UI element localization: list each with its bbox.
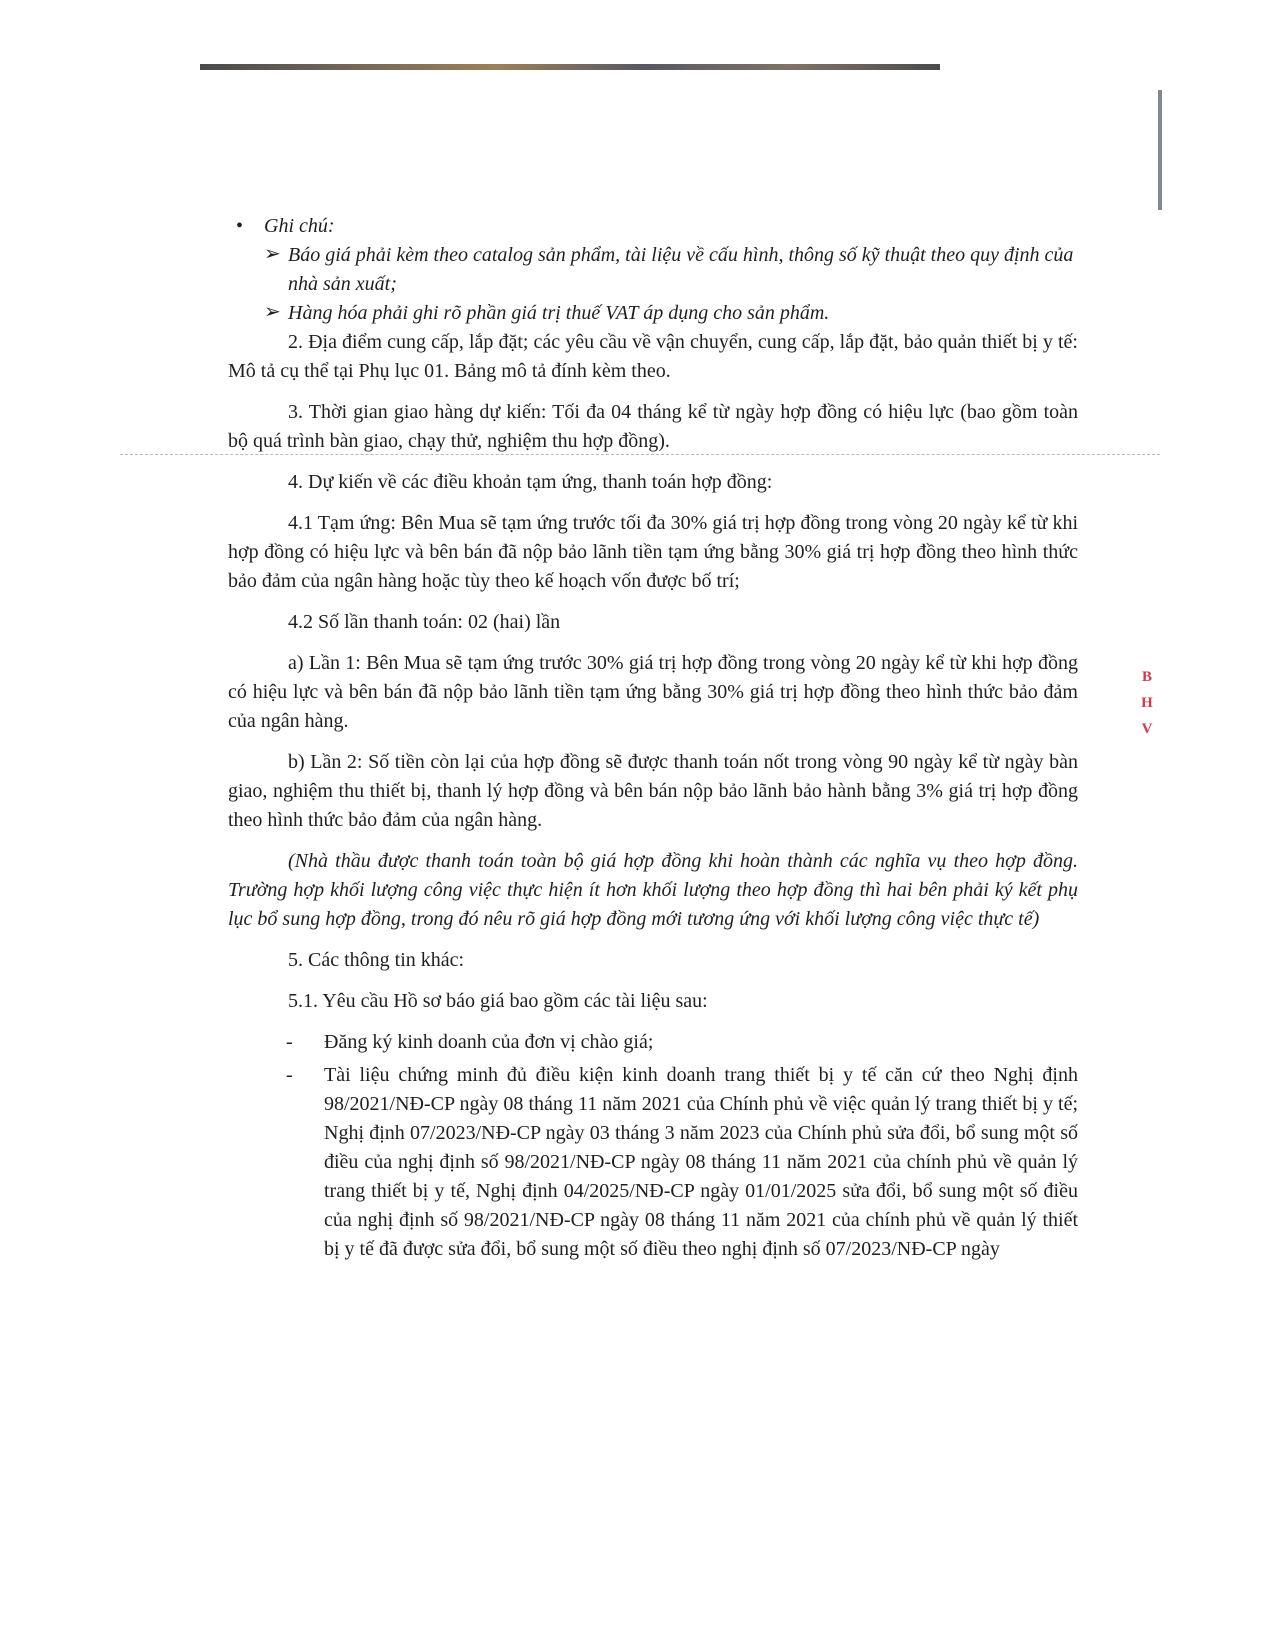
note-item-text: Hàng hóa phải ghi rõ phần giá trị thuế VAT áp dụng cho sản phẩm. — [288, 302, 830, 324]
list-item — [228, 1061, 1078, 1264]
bullet-icon: • — [236, 215, 244, 237]
section-4-1: 4.1 Tạm ứng: Bên Mua sẽ tạm ứng trước tối đa 30% giá trị hợp đồng trong vòng 20 ngày kể từ khi hợp đồng có hiệu lực và bên bán đã nộp bảo lãnh tiền tạm ứng bằng 30% giá trị hợp đồng theo hình thức bảo đảm của ngân hàng hoặc tùy theo kế hoạch vốn được bố trí; — [228, 512, 1078, 592]
note-item-text: Báo giá phải kèm theo catalog sản phẩm, tài liệu về cấu hình, thông số kỹ thuật theo quy định của nhà sản xuất; — [288, 244, 1074, 295]
note-item — [228, 241, 1078, 299]
section-4-heading: 4. Dự kiến về các điều khoản tạm ứng, thanh toán hợp đồng: — [288, 471, 773, 493]
note-item — [228, 299, 1078, 328]
stamp-fragment — [1132, 664, 1162, 742]
arrow-icon: ➢ — [264, 301, 281, 323]
scan-edge-top — [200, 64, 940, 70]
stamp-letter: B — [1141, 669, 1152, 685]
note-heading — [228, 212, 1078, 241]
list-item — [228, 1028, 1078, 1057]
stamp-letter: V — [1141, 721, 1153, 737]
payment-a: a) Lần 1: Bên Mua sẽ tạm ứng trước 30% giá trị hợp đồng trong vòng 20 ngày kể từ khi hợp đồng có hiệu lực và bên bán đã nộp bảo lãnh tiền tạm ứng bằng 30% giá trị hợp đồng theo hình thức bảo đảm của ngân hàng. — [228, 652, 1078, 732]
section-3: 3. Thời gian giao hàng dự kiến: Tối đa 04 tháng kể từ ngày hợp đồng có hiệu lực (bao gồm toàn bộ quá trình bàn giao, chạy thử, nghiệm thu hợp đồng). — [228, 401, 1078, 452]
payment-b: b) Lần 2: Số tiền còn lại của hợp đồng sẽ được thanh toán nốt trong vòng 90 ngày kể từ ngày bàn giao, nghiệm thu thiết bị, thanh lý hợp đồng và bên bán nộp bảo lãnh bảo hành bằng 3% giá trị hợp đồng theo hình thức bảo đảm của ngân hàng. — [228, 751, 1078, 831]
note-title: Ghi chú: — [264, 215, 335, 237]
section-5-1: 5.1. Yêu cầu Hồ sơ báo giá bao gồm các tài liệu sau: — [288, 990, 708, 1012]
section-4-2: 4.2 Số lần thanh toán: 02 (hai) lần — [288, 611, 561, 633]
stamp-letter: H — [1141, 695, 1153, 711]
section-2: 2. Địa điểm cung cấp, lắp đặt; các yêu cầu về vận chuyển, cung cấp, lắp đặt, bảo quản thiết bị y tế: Mô tả cụ thể tại Phụ lục 01. Bảng mô tả đính kèm theo. — [228, 331, 1078, 382]
arrow-icon: ➢ — [264, 243, 281, 265]
dash-icon: - — [286, 1064, 293, 1086]
list-item-text: Tài liệu chứng minh đủ điều kiện kinh doanh trang thiết bị y tế căn cứ theo Nghị định 98/2021/NĐ-CP ngày 08 tháng 11 năm 2021 của Chính phủ về việc quản lý trang thiết bị y tế; Nghị định 07/2023/NĐ-CP ngày 03 tháng 3 năm 2023 của Chính phủ sửa đổi, bổ sung một số điều của nghị định số 98/2021/NĐ-CP ngày 08 tháng 11 năm 2021 của chính phủ về quản lý trang thiết bị y tế, Nghị định 04/2025/NĐ-CP ngày 01/01/2025 sửa đổi, bổ sung một số điều của nghị định số 98/2021/NĐ-CP ngày 08 tháng 11 năm 2021 của chính phủ về quản lý thiết bị y tế đã được sửa đổi, bổ sung một số điều theo nghị định số 07/2023/NĐ-CP ngày — [324, 1064, 1078, 1260]
payment-note: (Nhà thầu được thanh toán toàn bộ giá hợp đồng khi hoàn thành các nghĩa vụ theo hợp đồng. Trường hợp khối lượng công việc thực hiện ít hơn khối lượng theo hợp đồng thì hai bên phải ký kết phụ lục bổ sung hợp đồng, trong đó nêu rõ giá hợp đồng mới tương ứng với khối lượng công việc thực tế) — [228, 850, 1078, 930]
scan-edge-right — [1158, 90, 1162, 210]
document-page — [228, 212, 1078, 1268]
list-item-text: Đăng ký kinh doanh của đơn vị chào giá; — [324, 1031, 654, 1053]
section-5-heading: 5. Các thông tin khác: — [288, 949, 465, 971]
dash-icon: - — [286, 1031, 293, 1053]
document-list — [228, 1028, 1078, 1264]
